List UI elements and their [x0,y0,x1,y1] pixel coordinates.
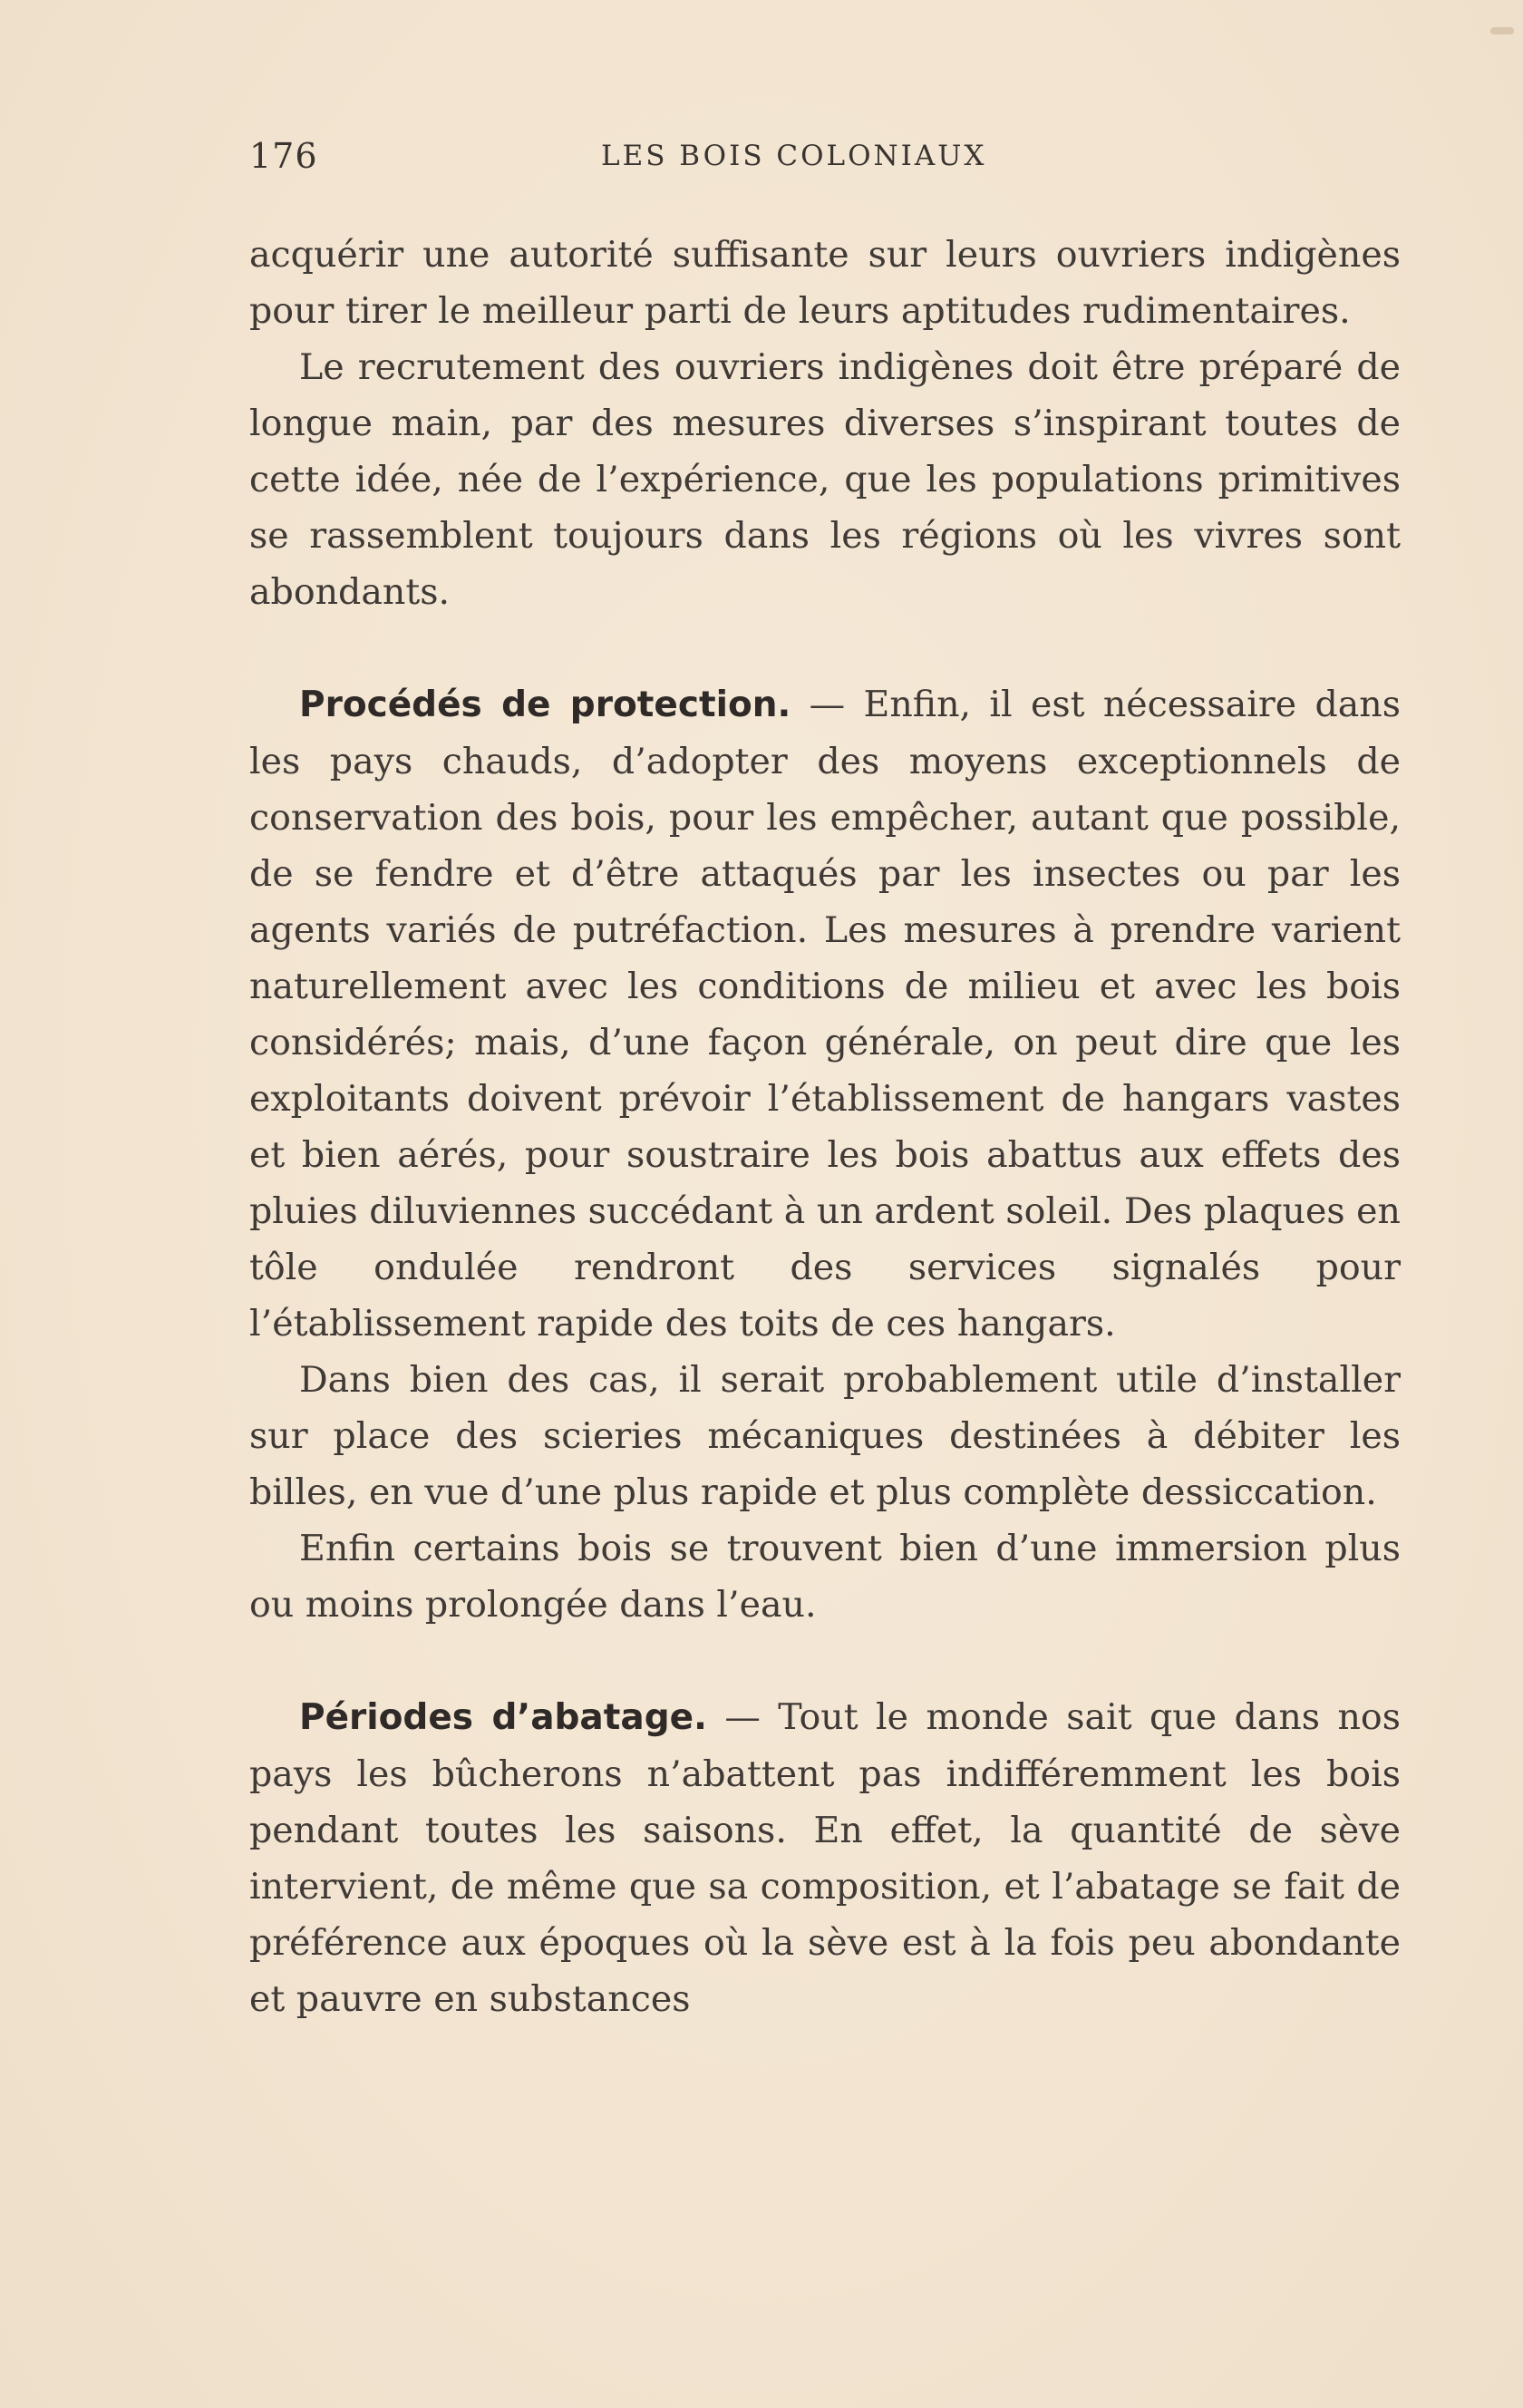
page-header [249,136,1401,190]
paragraph-continued: acquérir une autorité suffisante sur leurs ouvriers indigènes pour tirer le meilleur parti de leurs aptitudes rudimentaires. [249,234,1401,332]
section-heading-felling-periods: Périodes d’abatage. [299,1697,707,1738]
running-title: LES BOIS COLONIAUX [601,140,987,172]
paragraph-felling-periods-text: Tout le monde sait que dans nos pays les bûcherons n’abattent pas indifféremment les bois pendant toutes les saisons. En effet, la quantité de sève intervient, de même que sa composition, et l’abatage se fait de préférence aux époques où la sève est à la fois peu abondante et pauvre en substances [249,1696,1401,2020]
section-heading-protection: Procédés de protection. [299,685,791,725]
page-number: 176 [249,136,318,176]
section-spacer [249,1633,1401,1689]
body-text [249,227,1401,2027]
page-corner-mark [1490,27,1514,34]
paragraph-felling-periods [249,1689,1401,2027]
section-spacer [249,620,1401,676]
em-dash: — [706,1696,779,1738]
paragraph-protection [249,676,1401,1352]
paragraph-immersion: Enfin certains bois se trouvent bien d’une immersion plus ou moins prolongée dans l’eau. [249,1528,1401,1626]
em-dash: — [791,684,864,725]
paragraph-protection-text: Enfin, il est nécessaire dans les pays chauds, d’adopter des moyens exceptionnels de conservation des bois, pour les empêcher, autant que possible, de se fendre et d’être attaqués par les insectes ou par les agents variés de putréfaction. Les mesures à prendre varient naturellement avec les conditions de milieu et avec les bois considérés; mais, d’une façon générale, on peut dire que les exploitants doivent prévoir l’établissement de hangars vastes et bien aérés, pour soustraire les bois abattus aux effets des pluies diluviennes succédant à un ardent soleil. Des plaques en tôle ondulée rendront des services signalés pour l’établissement rapide des toits de ces hangars. [249,684,1401,1345]
paragraph-recruitment: Le recrutement des ouvriers indigènes doit être préparé de longue main, par des mesures diverses s’inspirant toutes de cette idée, née de l’expérience, que les populations primitives se rassemblent toujours dans les régions où les vivres sont abondants. [249,346,1401,613]
paragraph-sawmills: Dans bien des cas, il serait probablement utile d’installer sur place des scieries mécaniques destinées à débiter les billes, en vue d’une plus rapide et plus complète dessiccation. [249,1359,1401,1513]
